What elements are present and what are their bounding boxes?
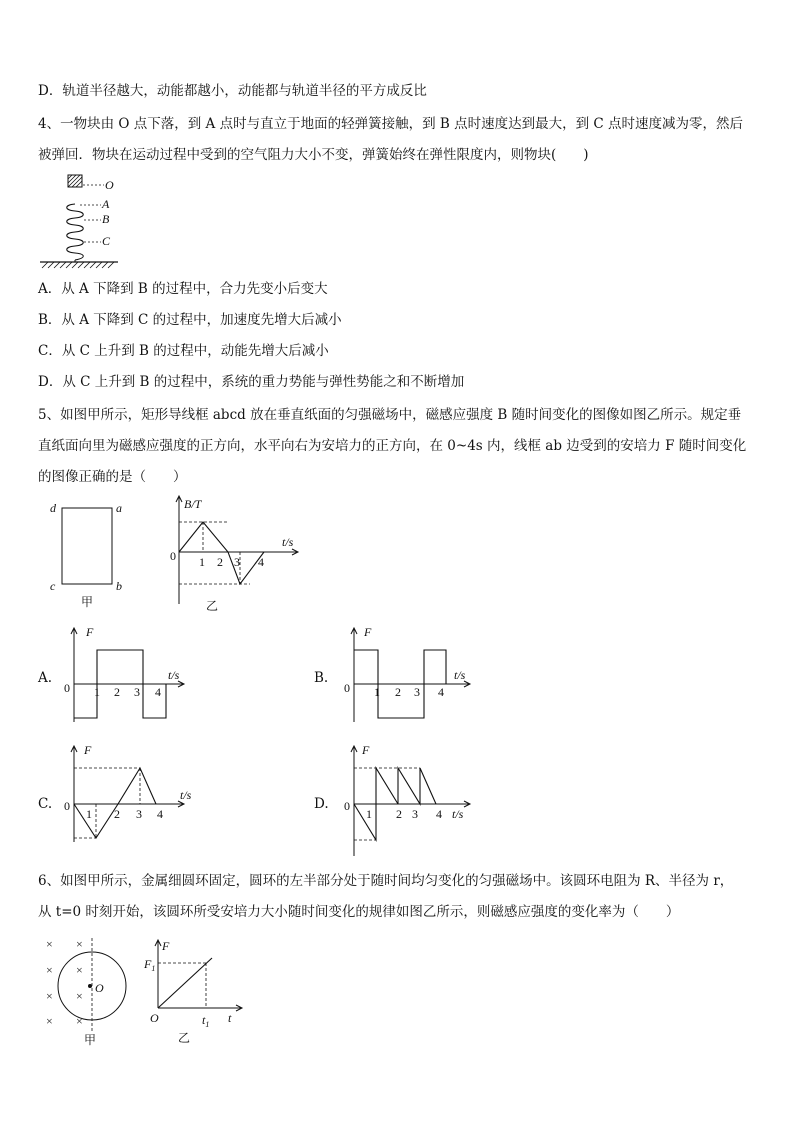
label-b: B bbox=[102, 212, 110, 226]
q5-option-d-letter[interactable]: D. bbox=[314, 796, 329, 812]
tick-2: 2 bbox=[114, 807, 120, 821]
tick-4: 4 bbox=[155, 685, 161, 699]
q5-stem-line2: 直纸面向里为磁感应强度的正方向，水平向右为安培力的正方向，在 0~4s 内，线框 ab 边受到的安培力 F 随时间变化 bbox=[38, 438, 747, 454]
frame-label-b: b bbox=[116, 579, 122, 593]
b-axis-label: B/T bbox=[184, 497, 202, 511]
t-axis-label: t bbox=[228, 1011, 232, 1025]
frame-label-c: c bbox=[50, 579, 56, 593]
field-mark: × bbox=[76, 989, 83, 1003]
q3-option-d: D．轨道半径越大，动能都越小，动能都与轨道半径的平方成反比 bbox=[38, 83, 427, 99]
fig-yi-label: 乙 bbox=[206, 599, 219, 613]
field-mark: × bbox=[76, 937, 83, 951]
q4-stem-line2: 被弹回．物块在运动过程中受到的空气阻力大小不变，弹簧始终在弹性限度内，则物块( ) bbox=[38, 147, 589, 163]
origin-label: 0 bbox=[64, 799, 70, 813]
fig-jia-label: 甲 bbox=[84, 1033, 97, 1047]
q4-option-d: D．从 C 上升到 B 的过程中，系统的重力势能与弹性势能之和不断增加 bbox=[38, 374, 465, 390]
tick-3: 3 bbox=[234, 555, 240, 569]
center-label: O bbox=[95, 981, 104, 995]
q4-option-a: A．从 A 下降到 B 的过程中，合力先变小后变大 bbox=[38, 281, 328, 297]
tick-2: 2 bbox=[396, 807, 402, 821]
label-o: O bbox=[105, 178, 114, 192]
tick-2: 2 bbox=[114, 685, 120, 699]
q4-stem-line1: 4、一物块由 O 点下落，到 A 点时与直立于地面的轻弹簧接触，到 B 点时速度达到最大，到 C 点时速度减为零，然后 bbox=[38, 116, 743, 132]
tick-4: 4 bbox=[157, 807, 163, 821]
field-mark: × bbox=[46, 937, 53, 951]
t-axis-label: t/s bbox=[454, 668, 466, 682]
q5-option-b-graph[interactable] bbox=[340, 624, 480, 728]
f-axis-label: F bbox=[162, 939, 170, 953]
fig-jia-label: 甲 bbox=[81, 595, 94, 609]
q4-option-c: C．从 C 上升到 B 的过程中，动能先增大后减小 bbox=[38, 343, 329, 359]
tick-4: 4 bbox=[438, 685, 444, 699]
tick-1: 1 bbox=[199, 555, 205, 569]
t-axis-label: t/s bbox=[168, 668, 180, 682]
t1-label: $t_1$ bbox=[202, 1013, 210, 1029]
tick-1: 1 bbox=[366, 807, 372, 821]
q5-stem-line3: 的图像正确的是（ ） bbox=[38, 469, 187, 485]
tick-3: 3 bbox=[412, 807, 418, 821]
q6-stem-line1: 6、如图甲所示，金属细圆环固定，圆环的左半部分处于随时间均匀变化的匀强磁场中。该圆环电阻为 R、半径为 r， bbox=[38, 873, 734, 889]
q5-option-c-letter[interactable]: C. bbox=[38, 796, 53, 812]
f1-label: $F_1$ bbox=[144, 957, 156, 973]
q5-stem-line1: 5、如图甲所示，矩形导线框 abcd 放在垂直纸面的匀强磁场中，磁感应强度 B 随时间变化的图像如图乙所示。规定垂 bbox=[38, 407, 742, 423]
origin-label: O bbox=[150, 1011, 159, 1025]
origin-label: 0 bbox=[64, 681, 70, 695]
q5-option-a-graph[interactable] bbox=[60, 624, 190, 728]
f-axis-label: F bbox=[86, 625, 94, 639]
label-c: C bbox=[102, 234, 111, 248]
tick-4: 4 bbox=[258, 555, 264, 569]
field-mark: × bbox=[76, 963, 83, 977]
q5-bt-graph bbox=[166, 494, 306, 618]
tick-2: 2 bbox=[217, 555, 223, 569]
q4-spring-figure bbox=[36, 172, 126, 270]
tick-1: 1 bbox=[94, 685, 100, 699]
tick-3: 3 bbox=[136, 807, 142, 821]
q5-option-d-graph[interactable] bbox=[340, 742, 480, 860]
q5-option-b-letter[interactable]: B. bbox=[314, 670, 329, 686]
frame-label-d: d bbox=[50, 501, 56, 515]
f-axis-label: F bbox=[362, 743, 370, 757]
origin-label: 0 bbox=[344, 681, 350, 695]
tick-3: 3 bbox=[134, 685, 140, 699]
origin-label: 0 bbox=[170, 549, 176, 563]
f-axis-label: F bbox=[364, 625, 372, 639]
frame-label-a: a bbox=[116, 501, 122, 515]
q6-ring-figure bbox=[40, 934, 140, 1046]
field-mark: × bbox=[46, 963, 53, 977]
q5-frame-figure bbox=[44, 498, 134, 612]
origin-label: 0 bbox=[344, 799, 350, 813]
f-axis-label: F bbox=[84, 743, 92, 757]
t-axis-label: t/s bbox=[180, 788, 192, 802]
field-mark: × bbox=[76, 1014, 83, 1028]
t-axis-label: t/s bbox=[282, 535, 294, 549]
q6-stem-line2: 从 t=0 时刻开始，该圆环所受安培力大小随时间变化的规律如图乙所示，则磁感应强度的变化率为（ ） bbox=[38, 904, 680, 920]
fig-yi-label: 乙 bbox=[178, 1031, 191, 1045]
t-axis-label: t/s bbox=[452, 807, 464, 821]
q4-option-b: B．从 A 下降到 C 的过程中，加速度先增大后减小 bbox=[38, 312, 342, 328]
label-a: A bbox=[102, 197, 110, 211]
q5-option-c-graph[interactable] bbox=[60, 742, 190, 846]
q5-option-a-letter[interactable]: A. bbox=[38, 670, 53, 686]
tick-3: 3 bbox=[414, 685, 420, 699]
tick-2: 2 bbox=[395, 685, 401, 699]
field-mark: × bbox=[46, 1014, 53, 1028]
tick-1: 1 bbox=[374, 685, 380, 699]
field-mark: × bbox=[46, 989, 53, 1003]
q6-ft-graph bbox=[142, 936, 252, 1048]
tick-4: 4 bbox=[436, 807, 442, 821]
tick-1: 1 bbox=[86, 807, 92, 821]
